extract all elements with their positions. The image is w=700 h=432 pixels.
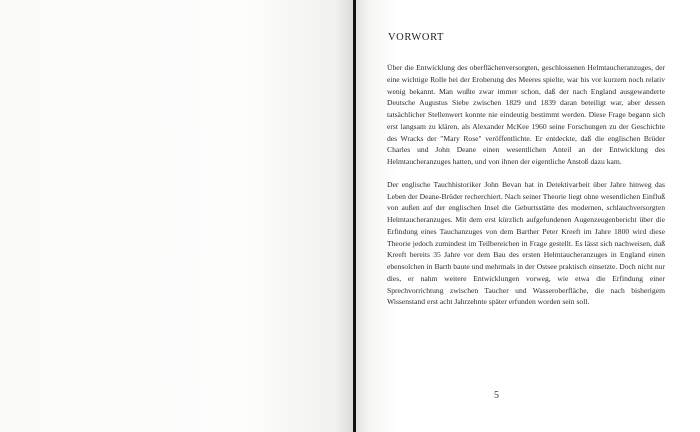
paragraph-1: Über die Entwicklung des oberflächenversorgten, geschlossenen Helmtaucheranzuges, der eine wichtige Rolle bei der Eroberung des Meeres spielte, war bis vor kurzem noch relativ wenig bekannt. Man wußte zwar immer schon, daß der nach England ausgewanderte Deutsche Augustus Siebe zwischen 1829 und 1839 daran beteiligt war, aber dessen tatsächlicher Stellenwert konnte nie eindeutig bestimmt werden. Diese Frage begann sich erst langsam zu klären, als Alexander McKee 1960 seine Forschungen zu der Geschichte des Wracks der "Mary Rose" veröffentlichte. Er entdeckte, daß die englischen Brüder Charles und John Deane einen wesentlichen Anteil an der Entwicklung des Helmtaucheranzuges hatten, und von ihnen der eigentliche Anstoß dazu kam. <box>387 63 665 166</box>
page-number: 5 <box>494 390 499 401</box>
preface-body <box>387 62 665 308</box>
paragraph-2: Der englische Tauchhistoriker John Bevan hat in Detektivarbeit über Jahre hinweg das Leben der Deane-Brüder recherchiert. Nach seiner Theorie liegt ohne wesentlichen Einfluß von außen auf der englischen Insel die Geburtsstätte des modernen, schlauchversorgten Helmtaucheranzuges. Mit dem erst kürzlich aufgefundenen Augenzeugenbericht über die Erfindung eines Tauchanzuges von dem Barther Peter Kreeft im Jahre 1800 wird diese Theorie jedoch zumindest im Teilbereichen in Frage gestellt. Es lässt sich nachweisen, daß Kreeft bereits 35 Jahre vor dem Bau des ersten Helmtaucheranzuges in England einen ebensolchen in Barth baute und mehrmals in der Ostsee praktisch einsetzte. Doch nicht nur dies, er nahm weitere Entwicklungen vorweg, wie etwa die Erfindung einer Sprechvorrichtung zwischen Taucher und Wasseroberfläche, die nach bisherigem Wissenstand erst acht Jahrzehnte später erfunden worden sein soll. <box>387 179 665 307</box>
chapter-heading: VORWORT <box>388 32 445 43</box>
